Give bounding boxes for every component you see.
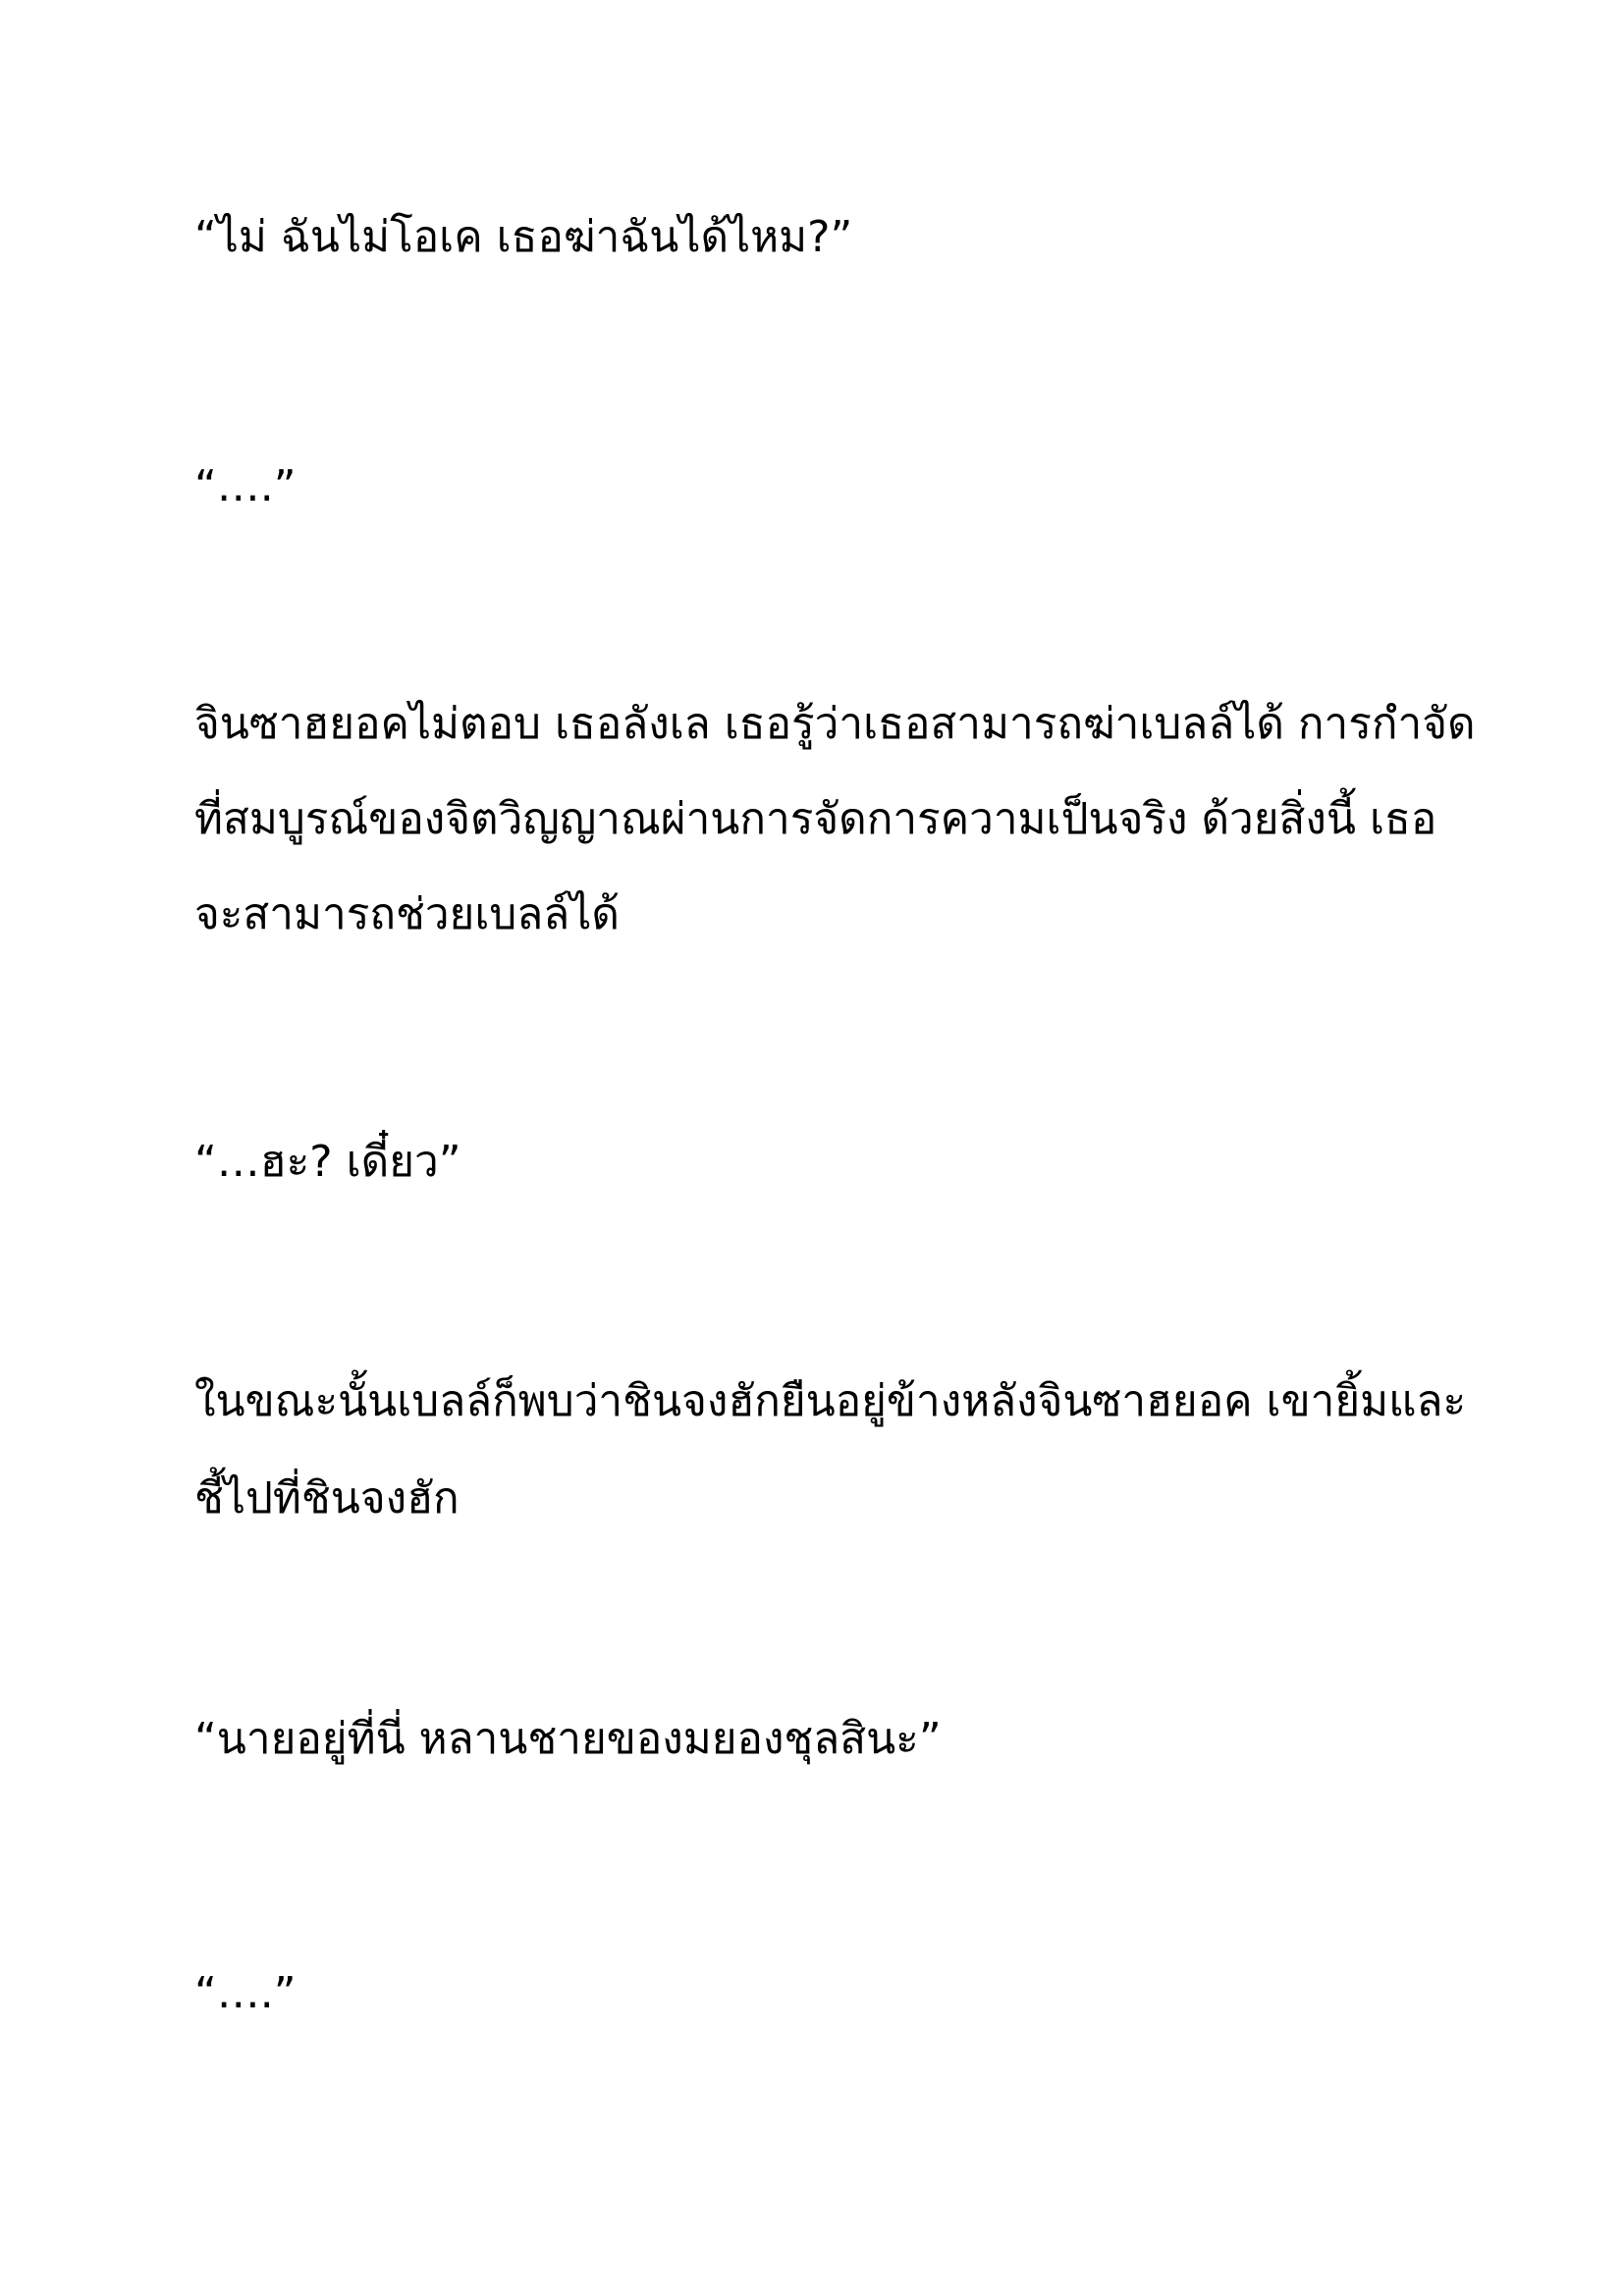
narration-line: จินซาฮยอคไม่ตอบ เธอลังเล เธอรู้ว่าเธอสามารถฆ่าเบลล์ได้ การกำจัด [194, 699, 1476, 749]
narration-line: ชี้ไปที่ชินจงฮัก [194, 1473, 460, 1523]
dialogue-line: “ไม่ ฉันไม่โอเค เธอฆ่าฉันได้ไหม?” [194, 212, 853, 262]
narration-line: จะสามารถช่วยเบลล์ได้ [194, 889, 620, 939]
ellipsis-line: “….” [194, 1968, 297, 2018]
dialogue-line: “นายอยู่ที่นี่ หลานชายของมยองชุลสินะ” [194, 1714, 942, 1764]
narration-line: ที่สมบูรณ์ของจิตวิญญาณผ่านการจัดการความเป็นจริง ด้วยสิ่งนี้ เธอ [194, 794, 1437, 844]
dialogue-line: “…ฮะ? เดี๋ยว” [194, 1137, 461, 1187]
ellipsis-line: “….” [194, 461, 297, 511]
narration-line: ในขณะนั้นเบลล์ก็พบว่าชินจงฮักยืนอยู่ข้างหลังจินซาฮยอค เขายิ้มและ [194, 1376, 1467, 1426]
